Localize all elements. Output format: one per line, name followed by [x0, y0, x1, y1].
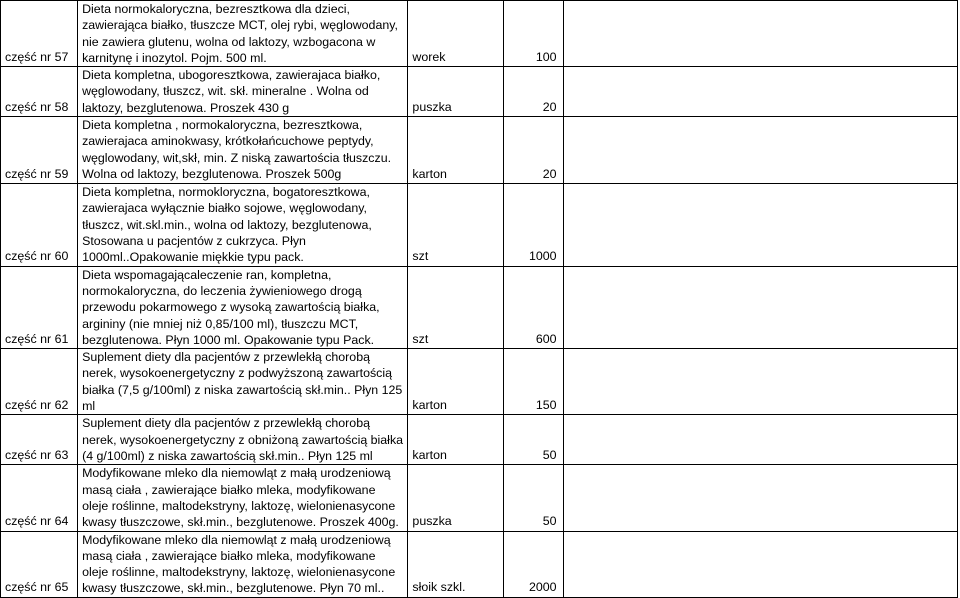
empty-cell: [563, 415, 957, 465]
description-cell: Modyfikowane mleko dla niemowląt z małą urodzeniową masą ciała , zawierające białko mleka, modyfikowane oleje roślinne, maltodekstryny, laktozę, wielonienasycone kwasy tłuszczowe, skł.min., bezglutenowe. Proszek 400g.: [78, 465, 408, 531]
unit-cell: puszka: [408, 67, 503, 117]
empty-cell: [563, 67, 957, 117]
table-row: [1, 266, 958, 348]
unit-cell: puszka: [408, 465, 503, 531]
description-cell: Suplement diety dla pacjentów z przewlekłą chorobą nerek, wysokoenergetyczny z podwyższoną zawartością białka (7,5 g/100ml) z niska zawartością skł.min.. Płyn 125 ml: [78, 349, 408, 415]
part-number-cell: część nr 61: [1, 266, 78, 348]
unit-cell: karton: [408, 349, 503, 415]
empty-cell: [563, 184, 957, 266]
description-cell: Dieta wspomagającaleczenie ran, kompletna, normokaloryczna, do leczenia żywieniowego drogą przewodu pokarmowego z wysoką zawartością białka, argininy (nie mniej niż 0,85/100 ml), tłuszczu MCT, bezglutenowa. Płyn 1000 ml. Opakowanie typu Pack.: [78, 266, 408, 348]
part-number-cell: część nr 63: [1, 415, 78, 465]
table-row: [1, 67, 958, 117]
quantity-cell: 100: [503, 1, 563, 67]
description-cell: Modyfikowane mleko dla niemowląt z małą urodzeniową masą ciała , zawierające białko mleka, modyfikowane oleje roślinne, maltodekstryny, laktozę, wielonienasycone kwasy tłuszczowe, skł.min., bezglutenowe. Płyn 70 ml..: [78, 531, 408, 597]
description-cell: Dieta kompletna , normokaloryczna, bezresztkowa, zawierajaca aminokwasy, krótkołańcuchowe peptydy, węglowodany, wit,skł, min. Z niską zawartościa tłuszczu. Wolna od laktozy, bezglutenowa. Proszek 500g: [78, 117, 408, 184]
part-number-cell: część nr 62: [1, 349, 78, 415]
table-row: [1, 1, 958, 67]
table-row: [1, 349, 958, 415]
quantity-cell: 1000: [503, 184, 563, 266]
part-number-cell: część nr 59: [1, 117, 78, 184]
empty-cell: [563, 117, 957, 184]
empty-cell: [563, 1, 957, 67]
description-cell: Dieta normokaloryczna, bezresztkowa dla dzieci, zawierająca białko, tłuszcze MCT, olej rybi, węglowodany, nie zawiera glutenu, wolna od laktozy, wzbogacona w karnitynę i inozytol. Pojm. 500 ml.: [78, 1, 408, 67]
unit-cell: karton: [408, 117, 503, 184]
empty-cell: [563, 531, 957, 597]
description-cell: Suplement diety dla pacjentów z przewlekłą chorobą nerek, wysokoenergetyczny z obniżoną zawartością białka (4 g/100ml) z niska zawartością skł.min.. Płyn 125 ml: [78, 415, 408, 465]
part-number-cell: część nr 65: [1, 531, 78, 597]
table-row: [1, 117, 958, 184]
quantity-cell: 600: [503, 266, 563, 348]
unit-cell: worek: [408, 1, 503, 67]
description-cell: Dieta kompletna, normokloryczna, bogatoresztkowa, zawierajaca wyłącznie białko sojowe, węglowodany, tłuszcz, wit.skl.min., wolna od laktozy, bezglutenowa, Stosowana u pacjentów z cukrzyca. Płyn 1000ml..Opakowanie miękkie typu pack.: [78, 184, 408, 266]
unit-cell: szt: [408, 266, 503, 348]
table-row: [1, 415, 958, 465]
unit-cell: słoik szkl.: [408, 531, 503, 597]
unit-cell: szt: [408, 184, 503, 266]
quantity-cell: 150: [503, 349, 563, 415]
quantity-cell: 2000: [503, 531, 563, 597]
empty-cell: [563, 349, 957, 415]
part-number-cell: część nr 57: [1, 1, 78, 67]
table-row: [1, 184, 958, 266]
quantity-cell: 50: [503, 415, 563, 465]
empty-cell: [563, 465, 957, 531]
quantity-cell: 20: [503, 67, 563, 117]
description-cell: Dieta kompletna, ubogoresztkowa, zawierajaca białko, węglowodany, tłuszcz, wit. skł. mineralne . Wolna od laktozy, bezglutenowa. Proszek 430 g: [78, 67, 408, 117]
table-row: [1, 531, 958, 597]
table-row: [1, 465, 958, 531]
part-number-cell: część nr 60: [1, 184, 78, 266]
part-number-cell: część nr 64: [1, 465, 78, 531]
quantity-cell: 20: [503, 117, 563, 184]
part-number-cell: część nr 58: [1, 67, 78, 117]
unit-cell: karton: [408, 415, 503, 465]
empty-cell: [563, 266, 957, 348]
quantity-cell: 50: [503, 465, 563, 531]
